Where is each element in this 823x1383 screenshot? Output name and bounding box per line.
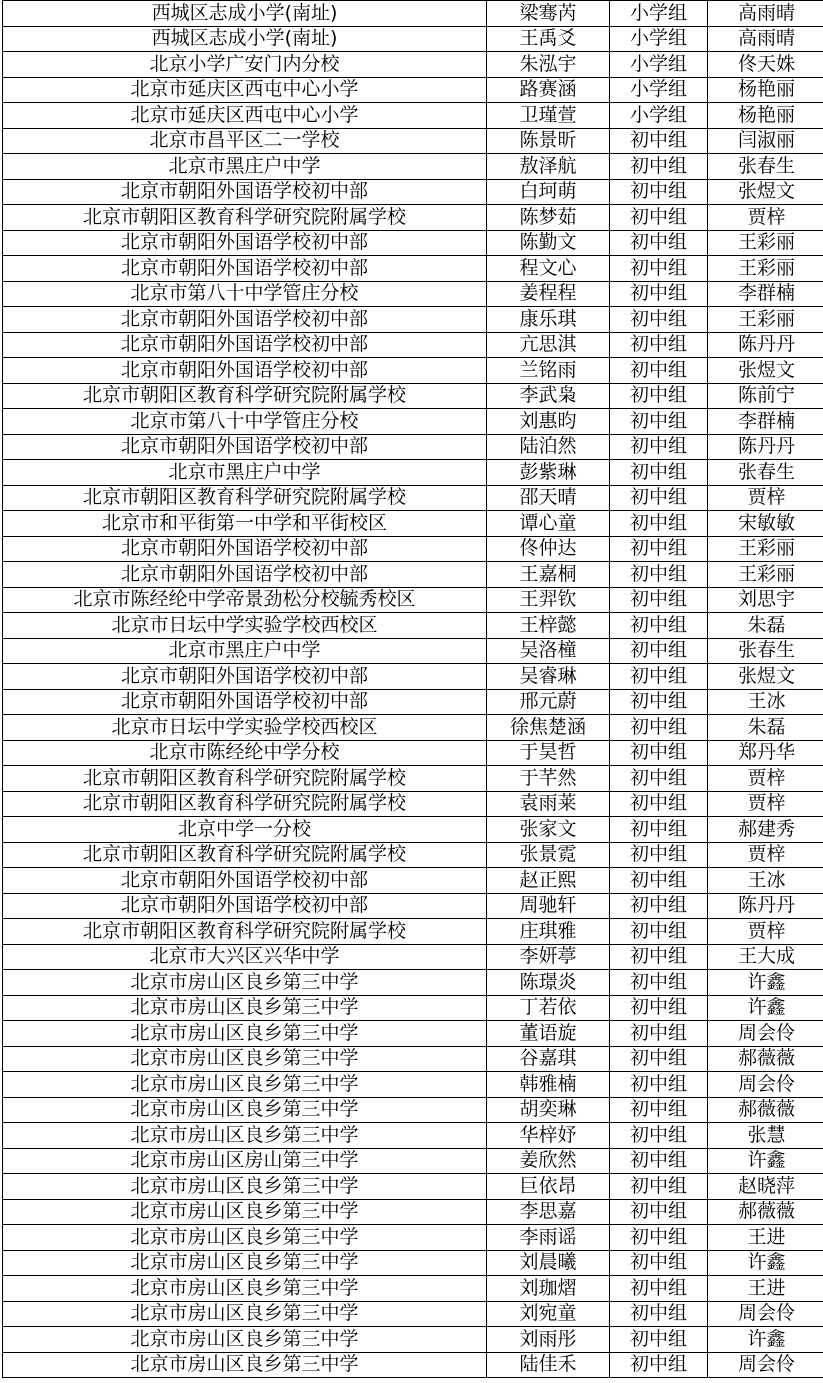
student-name-cell: 陈勤文 xyxy=(487,230,610,256)
teacher-cell: 高雨晴 xyxy=(708,1,823,27)
student-name-cell: 于昊哲 xyxy=(487,740,610,766)
group-cell: 初中组 xyxy=(610,511,708,537)
student-name-cell: 王嘉桐 xyxy=(487,562,610,588)
table-row xyxy=(3,1301,823,1327)
school-cell: 北京市日坛中学实验学校西校区 xyxy=(3,715,487,741)
school-cell: 北京市朝阳外国语学校初中部 xyxy=(3,358,487,384)
student-name-cell: 亢思淇 xyxy=(487,332,610,358)
school-cell: 北京市房山区良乡第三中学 xyxy=(3,1046,487,1072)
group-cell: 初中组 xyxy=(610,893,708,919)
teacher-cell: 贾梓 xyxy=(708,485,823,511)
teacher-cell: 陈丹丹 xyxy=(708,434,823,460)
teacher-cell: 张春生 xyxy=(708,460,823,486)
teacher-cell: 周会伶 xyxy=(708,1301,823,1327)
table-row xyxy=(3,1046,823,1072)
table-row xyxy=(3,485,823,511)
group-cell: 初中组 xyxy=(610,1250,708,1276)
group-cell: 初中组 xyxy=(610,1327,708,1353)
teacher-cell: 贾梓 xyxy=(708,205,823,231)
school-cell: 北京市第八十中学管庄分校 xyxy=(3,281,487,307)
teacher-cell: 刘思宇 xyxy=(708,587,823,613)
table-row xyxy=(3,766,823,792)
group-cell: 初中组 xyxy=(610,128,708,154)
teacher-cell: 王彩丽 xyxy=(708,230,823,256)
school-cell: 北京市房山区良乡第三中学 xyxy=(3,970,487,996)
group-cell: 初中组 xyxy=(610,1301,708,1327)
group-cell: 初中组 xyxy=(610,689,708,715)
group-cell: 初中组 xyxy=(610,1097,708,1123)
school-cell: 北京市朝阳区教育科学研究院附属学校 xyxy=(3,919,487,945)
teacher-cell: 张煜文 xyxy=(708,664,823,690)
table-row xyxy=(3,460,823,486)
teacher-cell: 宋敏敏 xyxy=(708,511,823,537)
teacher-cell: 赵晓萍 xyxy=(708,1174,823,1200)
student-name-cell: 吴睿琳 xyxy=(487,664,610,690)
student-name-cell: 姜程程 xyxy=(487,281,610,307)
table-row xyxy=(3,791,823,817)
student-name-cell: 刘雨彤 xyxy=(487,1327,610,1353)
group-cell: 初中组 xyxy=(610,842,708,868)
student-name-cell: 周驰轩 xyxy=(487,893,610,919)
teacher-cell: 佟天姝 xyxy=(708,52,823,78)
student-name-cell: 李雨谣 xyxy=(487,1225,610,1251)
school-cell: 北京市朝阳外国语学校初中部 xyxy=(3,307,487,333)
table-row xyxy=(3,664,823,690)
school-cell: 北京市朝阳区教育科学研究院附属学校 xyxy=(3,766,487,792)
school-cell: 北京市黑庄户中学 xyxy=(3,638,487,664)
table-row xyxy=(3,52,823,78)
student-name-cell: 张家文 xyxy=(487,817,610,843)
group-cell: 初中组 xyxy=(610,1199,708,1225)
school-cell: 北京市房山区良乡第三中学 xyxy=(3,1225,487,1251)
teacher-cell: 郝薇薇 xyxy=(708,1199,823,1225)
table-row xyxy=(3,26,823,52)
teacher-cell: 郝建秀 xyxy=(708,817,823,843)
group-cell: 初中组 xyxy=(610,1046,708,1072)
teacher-cell: 王彩丽 xyxy=(708,536,823,562)
student-name-cell: 李妍葶 xyxy=(487,944,610,970)
teacher-cell: 王进 xyxy=(708,1276,823,1302)
student-name-cell: 巨依昂 xyxy=(487,1174,610,1200)
table-row xyxy=(3,1021,823,1047)
teacher-cell: 杨艳丽 xyxy=(708,103,823,129)
school-cell: 北京市房山区良乡第三中学 xyxy=(3,1174,487,1200)
group-cell: 初中组 xyxy=(610,587,708,613)
school-cell: 北京市房山区良乡第三中学 xyxy=(3,1327,487,1353)
group-cell: 初中组 xyxy=(610,536,708,562)
group-cell: 初中组 xyxy=(610,1021,708,1047)
group-cell: 小学组 xyxy=(610,26,708,52)
table-row xyxy=(3,230,823,256)
table-row xyxy=(3,281,823,307)
teacher-cell: 郝薇薇 xyxy=(708,1097,823,1123)
student-name-cell: 李思嘉 xyxy=(487,1199,610,1225)
table-row xyxy=(3,1123,823,1149)
group-cell: 初中组 xyxy=(610,1123,708,1149)
school-cell: 北京市朝阳外国语学校初中部 xyxy=(3,893,487,919)
group-cell: 初中组 xyxy=(610,817,708,843)
table-row xyxy=(3,154,823,180)
student-name-cell: 佟仲达 xyxy=(487,536,610,562)
student-name-cell: 白珂萌 xyxy=(487,179,610,205)
student-name-cell: 董语旋 xyxy=(487,1021,610,1047)
group-cell: 初中组 xyxy=(610,1276,708,1302)
school-cell: 北京市朝阳区教育科学研究院附属学校 xyxy=(3,383,487,409)
group-cell: 初中组 xyxy=(610,1174,708,1200)
student-name-cell: 陆泊然 xyxy=(487,434,610,460)
student-name-cell: 于芊然 xyxy=(487,766,610,792)
teacher-cell: 李群楠 xyxy=(708,281,823,307)
table-row xyxy=(3,1148,823,1174)
group-cell: 初中组 xyxy=(610,205,708,231)
student-name-cell: 徐焦楚涵 xyxy=(487,715,610,741)
group-cell: 初中组 xyxy=(610,970,708,996)
table-row xyxy=(3,613,823,639)
group-cell: 初中组 xyxy=(610,995,708,1021)
teacher-cell: 杨艳丽 xyxy=(708,77,823,103)
group-cell: 初中组 xyxy=(610,944,708,970)
award-list-table xyxy=(2,0,823,1378)
school-cell: 北京市朝阳外国语学校初中部 xyxy=(3,536,487,562)
table-row xyxy=(3,817,823,843)
group-cell: 初中组 xyxy=(610,281,708,307)
student-name-cell: 梁骞芮 xyxy=(487,1,610,27)
school-cell: 北京市朝阳外国语学校初中部 xyxy=(3,230,487,256)
group-cell: 小学组 xyxy=(610,77,708,103)
group-cell: 初中组 xyxy=(610,1352,708,1378)
school-cell: 北京市朝阳外国语学校初中部 xyxy=(3,689,487,715)
group-cell: 初中组 xyxy=(610,1072,708,1098)
table-row xyxy=(3,1276,823,1302)
school-cell: 北京市朝阳外国语学校初中部 xyxy=(3,562,487,588)
teacher-cell: 王彩丽 xyxy=(708,307,823,333)
table-row xyxy=(3,689,823,715)
table-row xyxy=(3,868,823,894)
teacher-cell: 许鑫 xyxy=(708,1250,823,1276)
group-cell: 初中组 xyxy=(610,766,708,792)
table-row xyxy=(3,715,823,741)
student-name-cell: 庄琪雅 xyxy=(487,919,610,945)
teacher-cell: 周会伶 xyxy=(708,1021,823,1047)
school-cell: 北京市房山区良乡第三中学 xyxy=(3,1250,487,1276)
school-cell: 北京市大兴区兴华中学 xyxy=(3,944,487,970)
table-row xyxy=(3,1097,823,1123)
student-name-cell: 王梓懿 xyxy=(487,613,610,639)
group-cell: 初中组 xyxy=(610,562,708,588)
group-cell: 初中组 xyxy=(610,1225,708,1251)
group-cell: 初中组 xyxy=(610,179,708,205)
teacher-cell: 王冰 xyxy=(708,689,823,715)
school-cell: 北京市朝阳外国语学校初中部 xyxy=(3,434,487,460)
teacher-cell: 朱磊 xyxy=(708,613,823,639)
school-cell: 北京小学广安门内分校 xyxy=(3,52,487,78)
student-name-cell: 路赛涵 xyxy=(487,77,610,103)
school-cell: 北京市房山区良乡第三中学 xyxy=(3,1072,487,1098)
student-name-cell: 袁雨莱 xyxy=(487,791,610,817)
student-name-cell: 彭紫琳 xyxy=(487,460,610,486)
table-row xyxy=(3,1199,823,1225)
table-row xyxy=(3,536,823,562)
group-cell: 小学组 xyxy=(610,103,708,129)
student-name-cell: 谷嘉琪 xyxy=(487,1046,610,1072)
school-cell: 北京市朝阳外国语学校初中部 xyxy=(3,332,487,358)
group-cell: 初中组 xyxy=(610,791,708,817)
group-cell: 初中组 xyxy=(610,154,708,180)
group-cell: 初中组 xyxy=(610,256,708,282)
school-cell: 北京市朝阳区教育科学研究院附属学校 xyxy=(3,842,487,868)
student-name-cell: 兰铭雨 xyxy=(487,358,610,384)
teacher-cell: 张煜文 xyxy=(708,179,823,205)
school-cell: 北京市和平街第一中学和平街校区 xyxy=(3,511,487,537)
school-cell: 北京市黑庄户中学 xyxy=(3,460,487,486)
student-name-cell: 刘珈熠 xyxy=(487,1276,610,1302)
teacher-cell: 周会伶 xyxy=(708,1072,823,1098)
teacher-cell: 王大成 xyxy=(708,944,823,970)
table-row xyxy=(3,307,823,333)
school-cell: 北京市朝阳区教育科学研究院附属学校 xyxy=(3,205,487,231)
teacher-cell: 周会伶 xyxy=(708,1352,823,1378)
school-cell: 北京市房山区良乡第三中学 xyxy=(3,1123,487,1149)
table-row xyxy=(3,383,823,409)
teacher-cell: 郝薇薇 xyxy=(708,1046,823,1072)
group-cell: 初中组 xyxy=(610,1148,708,1174)
group-cell: 初中组 xyxy=(610,358,708,384)
school-cell: 北京市昌平区二一学校 xyxy=(3,128,487,154)
table-row xyxy=(3,511,823,537)
group-cell: 初中组 xyxy=(610,740,708,766)
student-name-cell: 康乐琪 xyxy=(487,307,610,333)
table-row xyxy=(3,995,823,1021)
group-cell: 初中组 xyxy=(610,715,708,741)
school-cell: 北京市朝阳外国语学校初中部 xyxy=(3,179,487,205)
group-cell: 初中组 xyxy=(610,230,708,256)
table-row xyxy=(3,179,823,205)
group-cell: 初中组 xyxy=(610,383,708,409)
school-cell: 北京市房山区房山第三中学 xyxy=(3,1148,487,1174)
teacher-cell: 陈丹丹 xyxy=(708,893,823,919)
group-cell: 初中组 xyxy=(610,868,708,894)
teacher-cell: 张慧 xyxy=(708,1123,823,1149)
school-cell: 北京市延庆区西屯中心小学 xyxy=(3,103,487,129)
table-row xyxy=(3,1352,823,1378)
teacher-cell: 朱磊 xyxy=(708,715,823,741)
group-cell: 初中组 xyxy=(610,409,708,435)
table-row xyxy=(3,919,823,945)
teacher-cell: 许鑫 xyxy=(708,970,823,996)
school-cell: 北京市朝阳外国语学校初中部 xyxy=(3,868,487,894)
teacher-cell: 张春生 xyxy=(708,154,823,180)
table-row xyxy=(3,638,823,664)
school-cell: 北京市朝阳区教育科学研究院附属学校 xyxy=(3,791,487,817)
table-row xyxy=(3,1250,823,1276)
teacher-cell: 贾梓 xyxy=(708,766,823,792)
student-name-cell: 李武枭 xyxy=(487,383,610,409)
table-row xyxy=(3,944,823,970)
group-cell: 初中组 xyxy=(610,613,708,639)
teacher-cell: 闫淑丽 xyxy=(708,128,823,154)
table-row xyxy=(3,1327,823,1353)
teacher-cell: 贾梓 xyxy=(708,842,823,868)
table-row xyxy=(3,103,823,129)
group-cell: 初中组 xyxy=(610,638,708,664)
student-name-cell: 谭心童 xyxy=(487,511,610,537)
group-cell: 初中组 xyxy=(610,307,708,333)
school-cell: 北京市房山区良乡第三中学 xyxy=(3,995,487,1021)
teacher-cell: 许鑫 xyxy=(708,995,823,1021)
school-cell: 北京市陈经纶中学分校 xyxy=(3,740,487,766)
group-cell: 初中组 xyxy=(610,919,708,945)
table-row xyxy=(3,128,823,154)
student-name-cell: 张景霓 xyxy=(487,842,610,868)
teacher-cell: 郑丹华 xyxy=(708,740,823,766)
teacher-cell: 王彩丽 xyxy=(708,562,823,588)
school-cell: 北京市朝阳外国语学校初中部 xyxy=(3,664,487,690)
school-cell: 西城区志成小学(南址) xyxy=(3,1,487,27)
student-name-cell: 陈璟炎 xyxy=(487,970,610,996)
school-cell: 北京市房山区良乡第三中学 xyxy=(3,1301,487,1327)
student-name-cell: 韩雅楠 xyxy=(487,1072,610,1098)
student-name-cell: 程文心 xyxy=(487,256,610,282)
school-cell: 北京市房山区良乡第三中学 xyxy=(3,1021,487,1047)
group-cell: 小学组 xyxy=(610,52,708,78)
student-name-cell: 卫瑾萱 xyxy=(487,103,610,129)
table-row xyxy=(3,1,823,27)
school-cell: 北京中学一分校 xyxy=(3,817,487,843)
table-row xyxy=(3,358,823,384)
teacher-cell: 陈前宁 xyxy=(708,383,823,409)
school-cell: 北京市延庆区西屯中心小学 xyxy=(3,77,487,103)
teacher-cell: 陈丹丹 xyxy=(708,332,823,358)
student-name-cell: 王禹爻 xyxy=(487,26,610,52)
teacher-cell: 王冰 xyxy=(708,868,823,894)
table-row xyxy=(3,434,823,460)
teacher-cell: 张煜文 xyxy=(708,358,823,384)
student-name-cell: 陈景昕 xyxy=(487,128,610,154)
school-cell: 北京市黑庄户中学 xyxy=(3,154,487,180)
student-name-cell: 吴洛橦 xyxy=(487,638,610,664)
teacher-cell: 高雨晴 xyxy=(708,26,823,52)
table-row xyxy=(3,970,823,996)
table-row xyxy=(3,77,823,103)
group-cell: 初中组 xyxy=(610,434,708,460)
table-row xyxy=(3,409,823,435)
school-cell: 北京市房山区良乡第三中学 xyxy=(3,1352,487,1378)
student-name-cell: 华梓妤 xyxy=(487,1123,610,1149)
teacher-cell: 贾梓 xyxy=(708,919,823,945)
table-row xyxy=(3,893,823,919)
student-name-cell: 王羿钦 xyxy=(487,587,610,613)
teacher-cell: 王彩丽 xyxy=(708,256,823,282)
school-cell: 北京市第八十中学管庄分校 xyxy=(3,409,487,435)
table-row xyxy=(3,587,823,613)
school-cell: 西城区志成小学(南址) xyxy=(3,26,487,52)
table-row xyxy=(3,842,823,868)
table-row xyxy=(3,562,823,588)
student-name-cell: 姜欣然 xyxy=(487,1148,610,1174)
school-cell: 北京市房山区良乡第三中学 xyxy=(3,1199,487,1225)
student-name-cell: 敖泽航 xyxy=(487,154,610,180)
student-name-cell: 丁若依 xyxy=(487,995,610,1021)
student-name-cell: 陆佳禾 xyxy=(487,1352,610,1378)
school-cell: 北京市日坛中学实验学校西校区 xyxy=(3,613,487,639)
group-cell: 小学组 xyxy=(610,1,708,27)
student-name-cell: 邵天晴 xyxy=(487,485,610,511)
school-cell: 北京市朝阳外国语学校初中部 xyxy=(3,256,487,282)
school-cell: 北京市房山区良乡第三中学 xyxy=(3,1097,487,1123)
student-name-cell: 赵正熙 xyxy=(487,868,610,894)
student-name-cell: 刘宛童 xyxy=(487,1301,610,1327)
table-row xyxy=(3,1174,823,1200)
award-list-body xyxy=(3,1,823,1378)
teacher-cell: 张春生 xyxy=(708,638,823,664)
group-cell: 初中组 xyxy=(610,485,708,511)
table-row xyxy=(3,256,823,282)
group-cell: 初中组 xyxy=(610,460,708,486)
school-cell: 北京市陈经纶中学帝景劲松分校毓秀校区 xyxy=(3,587,487,613)
table-row xyxy=(3,332,823,358)
teacher-cell: 王进 xyxy=(708,1225,823,1251)
student-name-cell: 邢元蔚 xyxy=(487,689,610,715)
table-row xyxy=(3,1072,823,1098)
student-name-cell: 刘惠昀 xyxy=(487,409,610,435)
school-cell: 北京市房山区良乡第三中学 xyxy=(3,1276,487,1302)
table-row xyxy=(3,740,823,766)
group-cell: 初中组 xyxy=(610,332,708,358)
table-row xyxy=(3,1225,823,1251)
teacher-cell: 贾梓 xyxy=(708,791,823,817)
group-cell: 初中组 xyxy=(610,664,708,690)
teacher-cell: 李群楠 xyxy=(708,409,823,435)
student-name-cell: 朱泓宇 xyxy=(487,52,610,78)
table-row xyxy=(3,205,823,231)
school-cell: 北京市朝阳区教育科学研究院附属学校 xyxy=(3,485,487,511)
student-name-cell: 胡奕琳 xyxy=(487,1097,610,1123)
student-name-cell: 陈梦茹 xyxy=(487,205,610,231)
student-name-cell: 刘晨曦 xyxy=(487,1250,610,1276)
teacher-cell: 许鑫 xyxy=(708,1327,823,1353)
teacher-cell: 许鑫 xyxy=(708,1148,823,1174)
